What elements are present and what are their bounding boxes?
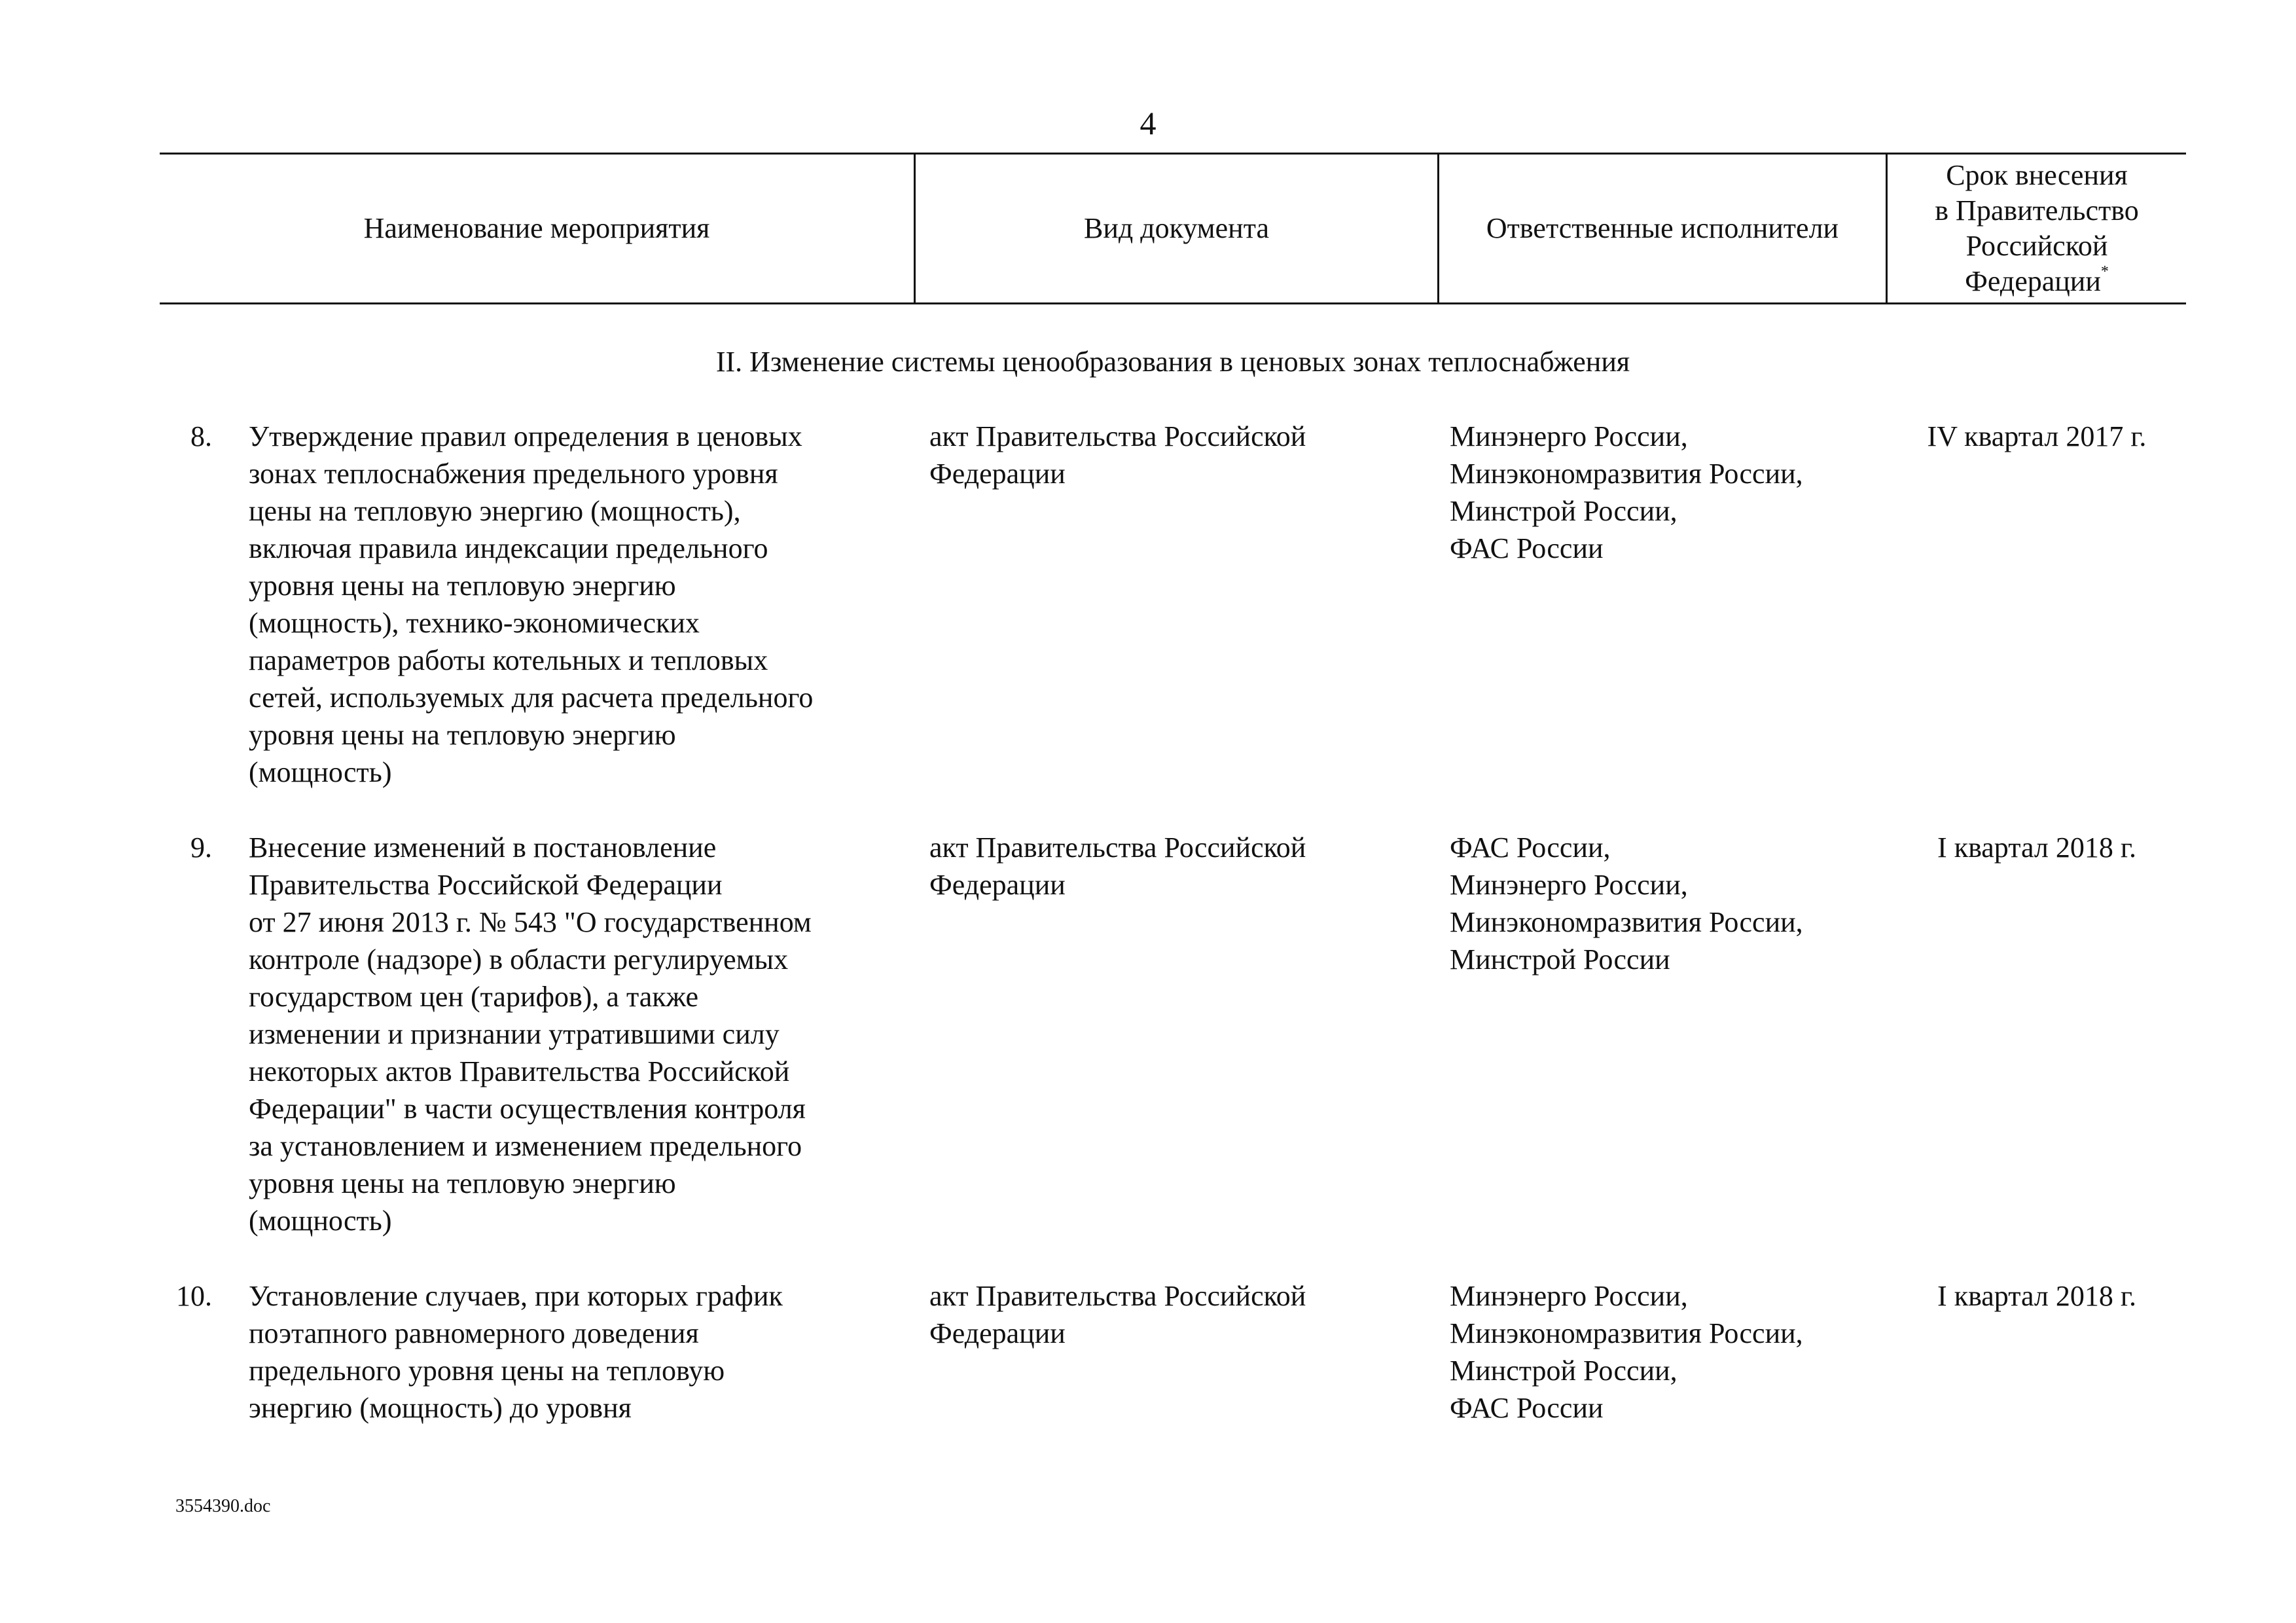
row-title: Утверждение правил определения в ценовых зонах теплоснабжения предельного уровня цены на тепловую энергию (мощность), включая правила индексации предельного уровня цены на тепловую энергию (мощность), технико-экономических параметров работы котельных и тепловых сетей, используемых для расчета предельного уровня цены на тепловую энергию (мощность) — [249, 420, 814, 788]
row-title: Установление случаев, при которых график поэтапного равномерного доведения предельного уровня цены на тепловую энергию (мощность) до уровня — [249, 1280, 783, 1424]
row-title: Внесение изменений в постановление Правительства Российской Федерации от 27 июня 2013 г. № 543 "О государственном контроле (надзоре) в области регулируемых государством цен (тарифов), а также изменении и признании утратившими силу некоторых актов Правительства Российской Федерации" в части осуществления контроля за установлением и изменением предельного уровня цены на тепловую энергию (мощность) — [249, 831, 812, 1237]
row-executors: Минэнерго России, Минэкономразвития России, Минстрой России, ФАС России — [1450, 1280, 1803, 1424]
footnote-mark: * — [2100, 263, 2109, 280]
header-deadline-label: Срок внесения в Правительство Российской Федерации — [1935, 159, 2139, 297]
row-number: 8. — [190, 420, 212, 452]
row-number: 10. — [176, 1280, 212, 1312]
row-deadline: I квартал 2018 г. — [1937, 1280, 2136, 1312]
document-file-reference: 3554390.doc — [175, 1496, 271, 1516]
section-heading: II. Изменение системы ценообразования в ценовых зонах теплоснабжения — [715, 346, 1630, 378]
header-doc-type-label: Вид документа — [1083, 212, 1270, 244]
row-doc-type: акт Правительства Российской Федерации — [929, 1280, 1306, 1349]
row-deadline: IV квартал 2017 г. — [1927, 420, 2147, 452]
header-cell-deadline — [1888, 154, 2186, 303]
row-deadline: I квартал 2018 г. — [1937, 831, 2136, 864]
row-executors: Минэнерго России, Минэкономразвития России, Минстрой России, ФАС России — [1450, 420, 1803, 564]
header-cell-doc-type — [916, 154, 1437, 303]
row-executors: ФАС России, Минэнерго России, Минэкономразвития России, Минстрой России — [1450, 831, 1803, 976]
header-cell-name — [160, 154, 914, 303]
row-doc-type: акт Правительства Российской Федерации — [929, 831, 1306, 901]
header-deadline-block — [1935, 158, 2138, 299]
header-cell-executors — [1439, 154, 1886, 303]
row-number: 9. — [190, 831, 212, 864]
page-number: 4 — [1139, 105, 1157, 141]
header-name-label: Наименование мероприятия — [363, 212, 710, 244]
row-doc-type: акт Правительства Российской Федерации — [929, 420, 1306, 490]
header-executors-label: Ответственные исполнители — [1486, 212, 1839, 244]
